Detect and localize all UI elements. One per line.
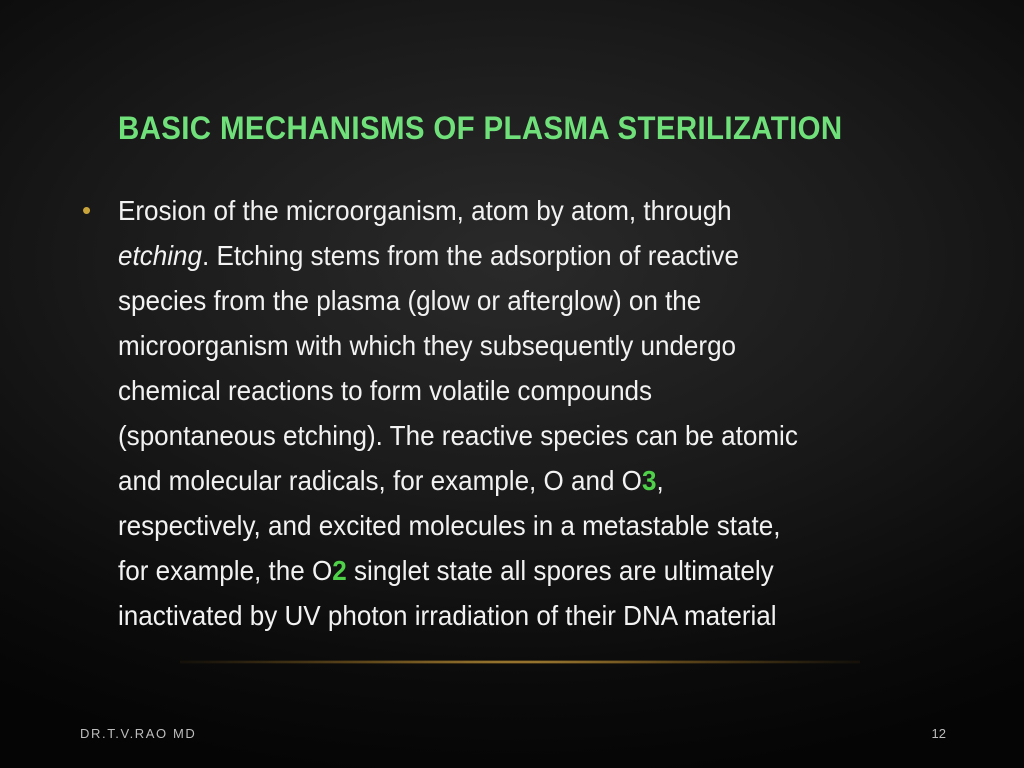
text-run: Erosion of the microorganism, atom by atom, through: [118, 195, 732, 226]
formula-subscript: 2: [332, 555, 347, 586]
slide-title: BASIC MECHANISMS OF PLASMA STERILIZATION: [118, 110, 843, 146]
bullet-text: [118, 188, 899, 638]
text-run: . Etching stems from the adsorption of reactive: [201, 240, 739, 271]
text-run: inactivated by UV photon irradiation of their DNA material: [118, 600, 777, 631]
bullet-line: [118, 233, 899, 278]
bullet-line: [118, 593, 899, 638]
italic-term: etching: [118, 240, 202, 271]
text-run: ,: [656, 465, 664, 496]
page-number: 12: [931, 726, 946, 741]
text-run: chemical reactions to form volatile compounds: [118, 375, 653, 406]
text-run: for example, the O: [118, 555, 333, 586]
text-run: (spontaneous etching). The reactive species can be atomic: [118, 420, 798, 451]
formula-subscript: 3: [641, 465, 657, 496]
gold-divider: [180, 660, 860, 664]
text-run: microorganism with which they subsequently undergo: [118, 330, 737, 361]
bullet-line: [118, 413, 899, 458]
text-run: respectively, and excited molecules in a metastable state,: [118, 510, 781, 541]
slide-content: [78, 188, 958, 638]
bullet-line: [118, 503, 899, 548]
text-run: singlet state all spores are ultimately: [346, 555, 774, 586]
bullet-item: [78, 188, 958, 638]
text-run: and molecular radicals, for example, O and O: [118, 465, 642, 496]
footer-author: DR.T.V.RAO MD: [80, 726, 197, 741]
text-run: species from the plasma (glow or afterglow) on the: [118, 285, 702, 316]
bullet-line: [118, 278, 899, 323]
bullet-dot-icon: •: [82, 195, 92, 225]
bullet-line: [118, 458, 899, 503]
bullet-line: [118, 368, 899, 413]
bullet-line: [118, 323, 899, 368]
bullet-line: [118, 188, 899, 233]
bullet-line: [118, 548, 899, 593]
